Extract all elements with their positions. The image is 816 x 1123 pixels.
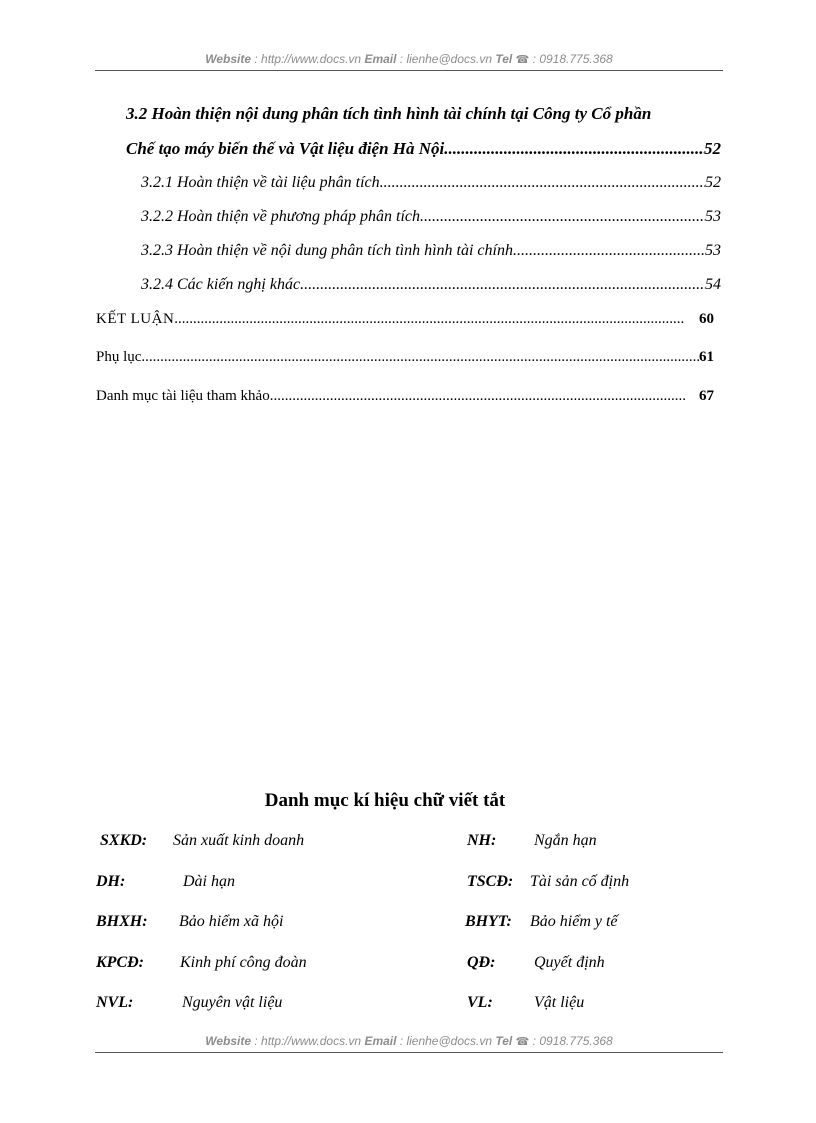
abbr-code: BHYT: [465,913,512,930]
abbreviations-title: Danh mục kí hiệu chữ viết tắt [264,790,506,811]
toc-leader-dots [141,349,699,366]
tel-value: : 0918.775.368 [529,1034,613,1048]
toc-section-3-2-title: 3.2 Hoàn thiện nội dung phân tích tình hình tài chính tại Công ty Cổ phần [126,104,652,123]
toc-item-ket-luan [96,311,714,328]
abbr-code: NH: [467,832,497,849]
tel-label: Tel [495,1034,513,1048]
toc-leader-dots [444,139,704,159]
abbr-code: KPCĐ: [96,954,144,971]
telephone-icon: ☎ [515,1036,530,1048]
toc-page-number: 67 [699,388,714,404]
toc-section-3-2-line1 [126,104,721,124]
toc-item-3-2-3 [141,242,721,260]
abbr-meaning: Quyết định [534,954,605,971]
toc-item-label: KẾT LUẬN [96,311,175,327]
toc-item-3-2-4 [141,276,721,294]
toc-leader-dots [300,276,705,294]
abbr-meaning: Vật liệu [534,994,585,1011]
abbr-meaning: Tài sản cố định [530,873,630,890]
tel-value: : 0918.775.368 [529,52,613,66]
toc-leader-dots [380,174,705,192]
toc-page-number: 60 [699,311,714,327]
abbr-meaning: Bảo hiểm y tế [530,913,618,930]
toc-leader-dots [174,311,685,328]
toc-item-tai-lieu [96,388,714,405]
toc-item-label: Danh mục tài liệu tham khảo. [96,388,274,404]
abbr-meaning: Kinh phí công đoàn [180,954,307,971]
toc-page-number: 53 [705,242,721,259]
page-header [95,52,723,66]
abbr-code: DH: [96,873,126,890]
abbr-code: VL: [467,994,493,1011]
toc-leader-dots [420,208,705,226]
toc-leader-dots [273,388,685,405]
email-label: Email [364,1034,397,1048]
page-footer [95,1034,723,1048]
toc-page-number: 53 [705,208,721,225]
website-label: Website [205,52,252,66]
abbr-code: NVL: [96,994,134,1011]
toc-section-3-2-title-cont: Chế tạo máy biến thế và Vật liệu điện Hà Nội [126,139,445,158]
abbr-meaning: Ngắn hạn [534,832,597,849]
toc-item-label: 3.2.4 Các kiến nghị khác [141,276,301,293]
abbr-code: SXKD: [100,832,148,849]
email-value: : lienhe@docs.vn [396,52,496,66]
toc-item-label: 3.2.2 Hoàn thiện về phương pháp phân tích [141,208,421,225]
toc-page-number: 61 [699,349,714,365]
abbr-meaning: Dài hạn [183,873,235,890]
abbr-meaning: Sản xuất kinh doanh [173,832,305,849]
toc-page-number: 54 [705,276,721,293]
footer-divider [95,1052,723,1053]
website-value: : http://www.docs.vn [251,52,365,66]
abbr-meaning: Bảo hiểm xã hội [179,913,284,930]
toc-item-phu-luc [96,349,714,366]
abbr-meaning: Nguyên vật liệu [182,994,283,1011]
toc-item-label: 3.2.3 Hoàn thiện về nội dung phân tích tình hình tài chính [141,242,513,259]
toc-item-3-2-2 [141,208,721,226]
toc-page-number: 52 [704,139,721,158]
toc-item-label: 3.2.1 Hoàn thiện về tài liệu phân tích [141,174,380,191]
tel-label: Tel [495,52,513,66]
abbr-code: QĐ: [467,954,496,971]
website-value: : http://www.docs.vn [251,1034,365,1048]
email-label: Email [364,52,397,66]
website-label: Website [205,1034,252,1048]
abbr-code: BHXH: [96,913,148,930]
toc-item-label: Phụ lục [96,349,142,365]
email-value: : lienhe@docs.vn [396,1034,496,1048]
abbr-code: TSCĐ: [467,873,514,890]
toc-item-3-2-1 [141,174,721,192]
toc-section-3-2-line2 [126,139,721,159]
header-divider [95,70,723,71]
toc-page-number: 52 [705,174,721,191]
telephone-icon: ☎ [515,54,530,66]
toc-leader-dots [513,242,705,260]
